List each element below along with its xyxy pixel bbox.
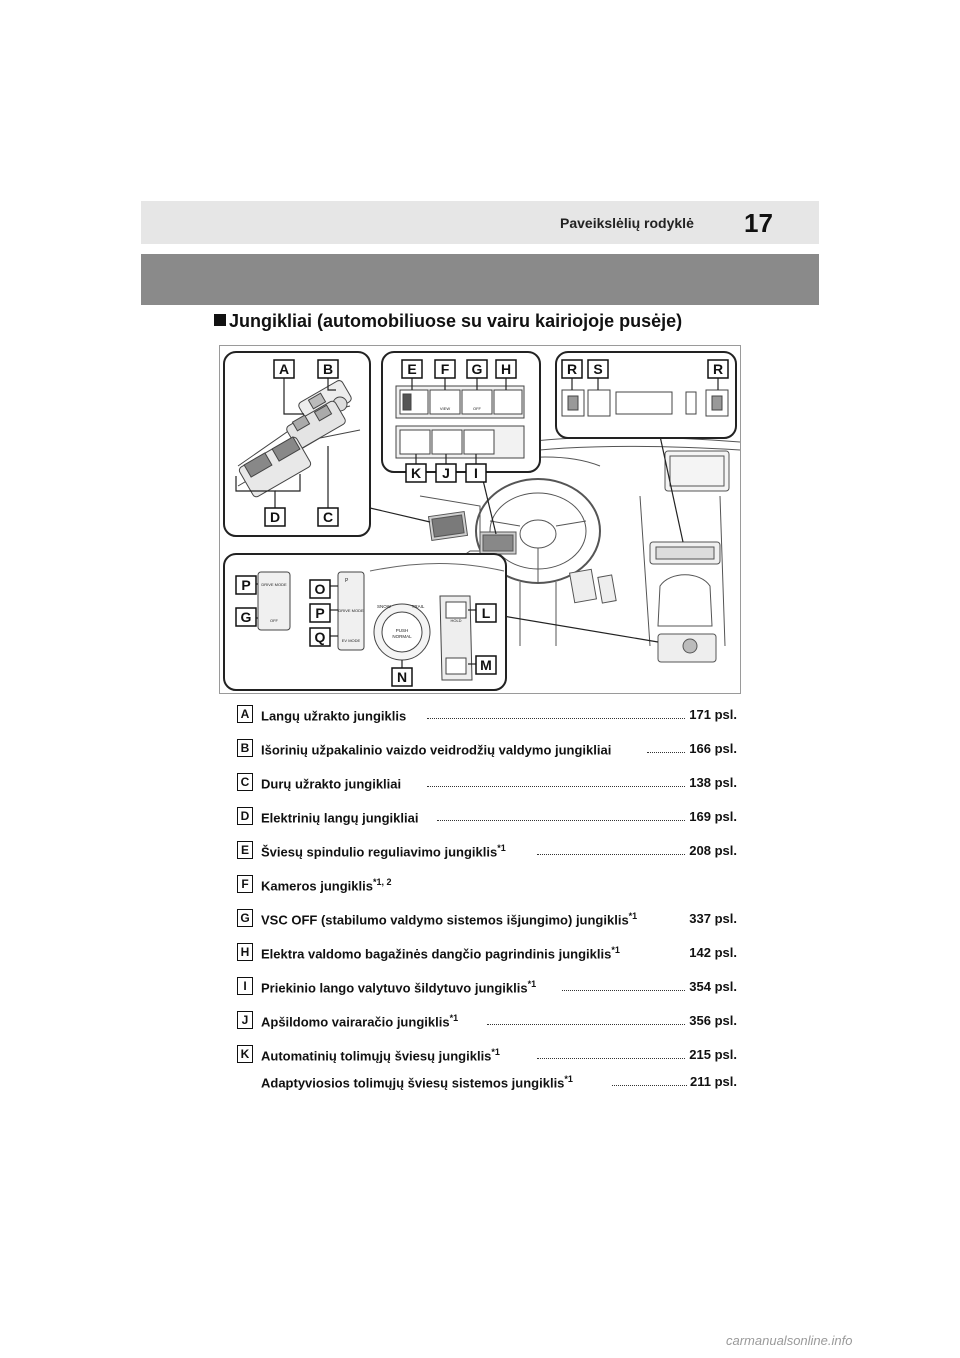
svg-text:Q: Q xyxy=(314,629,326,645)
callout-N xyxy=(392,668,412,686)
svg-text:G: G xyxy=(471,361,483,377)
legend-page: 356 psl. xyxy=(686,1013,737,1028)
legend-label: Apšildomo vairaračio jungiklis$^{*1}$ xyxy=(261,1013,459,1030)
svg-text:R: R xyxy=(566,361,578,377)
switches-illustration xyxy=(220,346,742,695)
ev-mode-text: EV MODE xyxy=(341,638,361,643)
svg-text:L: L xyxy=(481,605,491,621)
callout-A xyxy=(274,360,294,378)
legend-letter: H xyxy=(237,943,253,961)
leader-dots xyxy=(612,1085,687,1086)
watermark: carmanualsonline.info xyxy=(726,1333,853,1348)
svg-text:B: B xyxy=(322,361,334,377)
view-switch-text: VIEW xyxy=(439,406,451,411)
legend-label: Kameros jungiklis$^{*1, 2}$ xyxy=(261,877,392,894)
legend-page: 354 psl. xyxy=(686,979,737,994)
legend-page: 169 psl. xyxy=(686,809,737,824)
legend-label: Elektra valdomo bagažinės dangčio pagrindinis jungiklis$^{*1}$ xyxy=(261,945,620,962)
legend-row xyxy=(237,807,737,825)
callout-L xyxy=(476,604,496,622)
callout-F xyxy=(435,360,455,378)
drive-mode-text-right: DRIVE MODE xyxy=(338,608,364,613)
header-bar xyxy=(141,201,819,244)
legend-row xyxy=(237,773,737,791)
leader-dots xyxy=(487,1024,687,1025)
legend-page: 337 psl. xyxy=(686,911,737,926)
callout-J xyxy=(436,464,456,482)
hold-text: HOLD xyxy=(450,618,462,623)
svg-text:P: P xyxy=(315,605,325,621)
svg-text:G: G xyxy=(240,609,252,625)
legend-label: Elektrinių langų jungikliai xyxy=(261,810,419,826)
leader-dots xyxy=(537,1058,687,1059)
callout-box-door-switches xyxy=(224,352,370,536)
svg-text:I: I xyxy=(474,465,478,481)
legend-row xyxy=(237,943,737,961)
callout-Q xyxy=(310,628,330,646)
snow-text: SNOW xyxy=(377,604,391,609)
callout-E xyxy=(402,360,422,378)
normal-text: NORMAL xyxy=(392,634,412,639)
svg-text:R: R xyxy=(712,361,724,377)
svg-text:F: F xyxy=(440,361,450,377)
svg-text:A: A xyxy=(278,361,290,377)
legend-row xyxy=(237,1045,737,1063)
legend-letter: J xyxy=(237,1011,253,1029)
legend-letter: I xyxy=(237,977,253,995)
legend-label: Šviesų spindulio reguliavimo jungiklis$^{*1}$ xyxy=(261,843,506,860)
legend-label: Adaptyviosios tolimųjų šviesų sistemos jungiklis$^{*1}$ xyxy=(261,1074,573,1091)
page-number: 17 xyxy=(744,208,773,238)
callout-R-right xyxy=(708,360,728,378)
park-text: P xyxy=(345,578,349,584)
legend-row xyxy=(237,841,737,859)
legend-letter: K xyxy=(237,1045,253,1063)
legend-letter: D xyxy=(237,807,253,825)
leader-dots xyxy=(437,820,687,821)
svg-text:O: O xyxy=(314,581,326,597)
callout-G-console xyxy=(236,608,256,626)
push-text: PUSH xyxy=(395,628,409,633)
leader-dots xyxy=(647,752,687,753)
legend-page: 166 psl. xyxy=(686,741,737,756)
legend-row xyxy=(237,1072,737,1090)
legend-row xyxy=(237,1011,737,1029)
drive-mode-text-left: DRIVE MODE xyxy=(261,582,287,587)
section-heading-text: Jungikliai (automobiliuose su vairu kairiojoje pusėje) xyxy=(229,311,683,331)
legend-label: VSC OFF (stabilumo valdymo sistemos išjungimo) jungiklis$^{*1}$ xyxy=(261,911,638,928)
callout-box-seat-switches xyxy=(556,352,736,438)
svg-text:S: S xyxy=(593,361,603,377)
legend-label: Išorinių užpakalinio vaizdo veidrodžių valdymo jungikliai xyxy=(261,742,612,758)
legend-label: Langų užrakto jungiklis xyxy=(261,708,407,724)
section-band xyxy=(141,254,819,305)
callout-I xyxy=(466,464,486,482)
svg-text:H: H xyxy=(500,361,512,377)
callout-M xyxy=(476,656,496,674)
callout-P-right xyxy=(310,604,330,622)
header-title: Paveikslėlių rodyklė xyxy=(560,215,694,231)
callout-S xyxy=(588,360,608,378)
leader-dots xyxy=(537,854,687,855)
callout-G xyxy=(467,360,487,378)
svg-text:E: E xyxy=(407,361,417,377)
callout-C xyxy=(318,508,338,526)
svg-text:N: N xyxy=(396,669,408,685)
legend-row xyxy=(237,875,737,893)
callout-R-left xyxy=(562,360,582,378)
legend-letter: G xyxy=(237,909,253,927)
svg-text:J: J xyxy=(442,465,450,481)
legend-page: 138 psl. xyxy=(686,775,737,790)
legend-row xyxy=(237,739,737,757)
trail-text: TRAIL xyxy=(411,604,425,609)
legend-label: Durų užrakto jungikliai xyxy=(261,776,402,792)
svg-text:D: D xyxy=(269,509,281,525)
legend-label: Priekinio lango valytuvo šildytuvo jungiklis$^{*1}$ xyxy=(261,979,537,996)
legend-page: 211 psl. xyxy=(687,1074,737,1089)
svg-text:K: K xyxy=(410,465,422,481)
legend-page: 215 psl. xyxy=(686,1047,737,1062)
svg-text:M: M xyxy=(480,657,492,673)
legend-letter: E xyxy=(237,841,253,859)
legend-letter: A xyxy=(237,705,253,723)
square-bullet-icon xyxy=(214,314,226,326)
callout-P-left xyxy=(236,576,256,594)
legend-page: 142 psl. xyxy=(686,945,737,960)
section-heading xyxy=(214,311,682,332)
switches-figure xyxy=(219,345,741,694)
legend-letter: C xyxy=(237,773,253,791)
legend-label: Automatinių tolimųjų šviesų jungiklis$^{*1}$ xyxy=(261,1047,500,1064)
legend-row xyxy=(237,977,737,995)
callout-box-console-switches xyxy=(224,554,506,690)
legend-row xyxy=(237,909,737,927)
vsc-off-text-console: OFF xyxy=(270,618,278,623)
callout-D xyxy=(265,508,285,526)
leader-dots xyxy=(562,990,687,991)
svg-text:C: C xyxy=(322,509,334,525)
svg-text:P: P xyxy=(241,577,251,593)
legend-letter: B xyxy=(237,739,253,757)
callout-box-dash-switches xyxy=(382,352,540,482)
legend-letter: F xyxy=(237,875,253,893)
legend-page: 208 psl. xyxy=(686,843,737,858)
callout-B xyxy=(318,360,338,378)
vsc-off-switch-text: OFF xyxy=(473,406,481,411)
legend-row xyxy=(237,705,737,723)
callout-K xyxy=(406,464,426,482)
leader-dots xyxy=(427,786,687,787)
legend-page: 171 psl. xyxy=(686,707,737,722)
leader-dots xyxy=(427,718,687,719)
callout-O xyxy=(310,580,330,598)
callout-H xyxy=(496,360,516,378)
